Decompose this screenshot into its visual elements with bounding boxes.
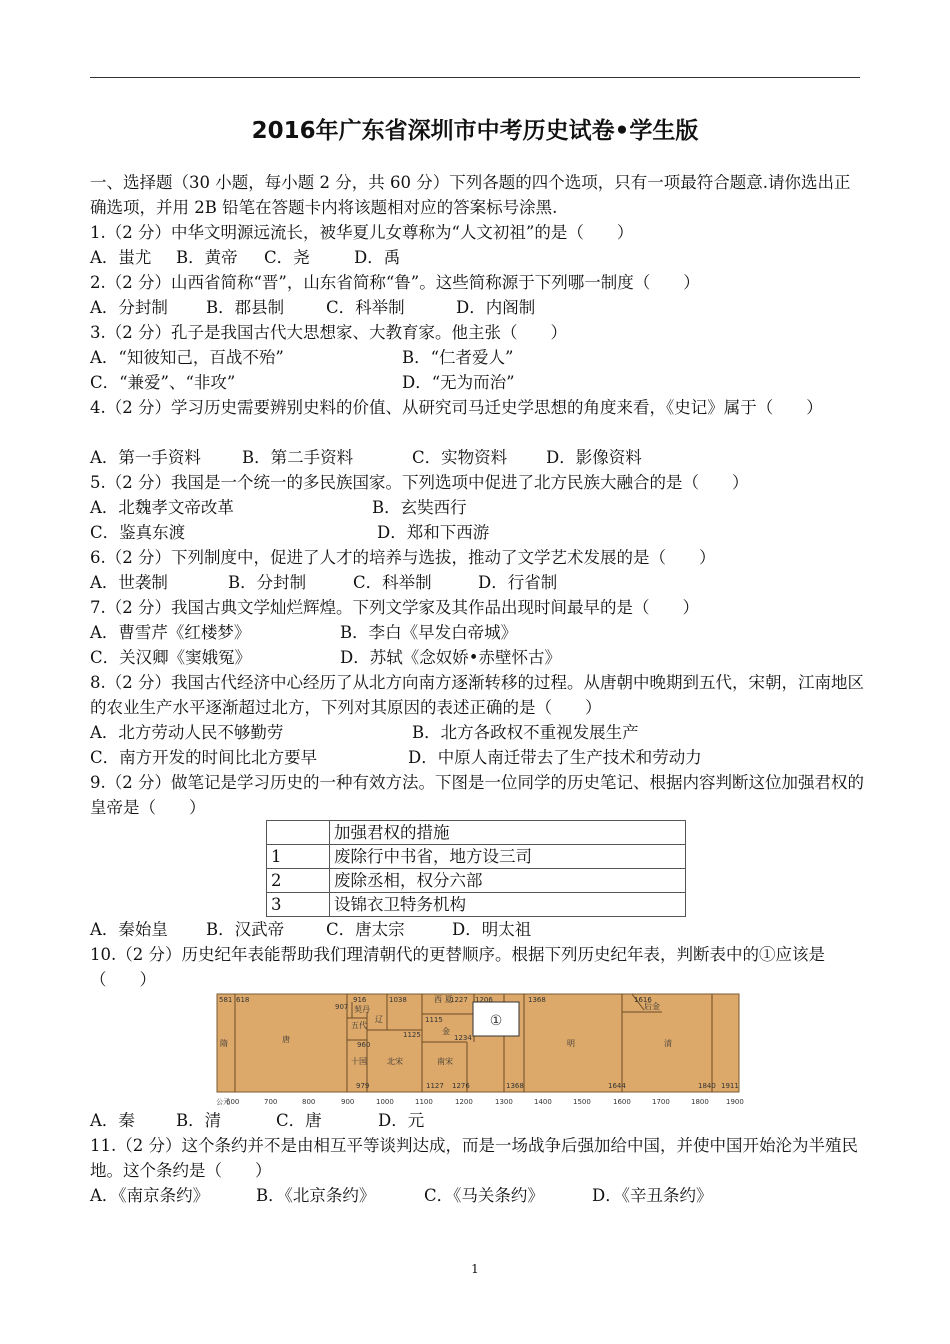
dynasty-label: 隋: [220, 1039, 228, 1048]
question-5-stem: 5.（2 分）我国是一个统一的多民族国家。下列选项中促进了北方民族大融合的是（ ）: [90, 473, 749, 492]
table-cell: 废除行中书省，地方设三司: [330, 845, 686, 869]
q9-option-b[interactable]: B．汉武帝: [206, 920, 285, 939]
q10-option-b[interactable]: B．清: [176, 1111, 222, 1130]
q4-option-d[interactable]: D．影像资料: [546, 448, 642, 467]
table-header-cell: 加强君权的措施: [330, 821, 686, 845]
question-8-stem: 8.（2 分）我国古代经济中心经历了从北方向南方逐渐转移的过程。从唐朝中晚期到五代，宋朝，江南地区的农业生产水平逐渐超过北方，下列对其原因的表述正确的是（ ）: [90, 673, 864, 717]
axis-tick: 900: [341, 1098, 355, 1106]
year-label: 1368: [528, 996, 546, 1004]
year-label: 1234: [454, 1034, 472, 1042]
question-9-stem: 9.（2 分）做笔记是学习历史的一种有效方法。下图是一位同学的历史笔记、根据内容判断这位加强君权的皇帝是（ ）: [90, 773, 864, 817]
axis-tick: 1400: [534, 1098, 552, 1106]
question-3-options-row2: [90, 370, 865, 395]
header-rule: [90, 77, 860, 78]
question-7-options-row2: [90, 645, 865, 670]
dynasty-label: 清: [664, 1039, 672, 1048]
year-label: 1127: [426, 1082, 444, 1090]
question-3-options-row1: [90, 345, 865, 370]
q5-option-d[interactable]: D．郑和下西游: [377, 523, 490, 542]
year-label: 1840: [698, 1082, 716, 1090]
axis-tick: 1900: [726, 1098, 744, 1106]
year-label: 979: [356, 1082, 370, 1090]
q4-option-c[interactable]: C．实物资料: [412, 448, 508, 467]
q3-option-c[interactable]: C．“兼爱”、“非攻”: [90, 373, 236, 392]
q9-option-a[interactable]: A．秦始皇: [90, 920, 168, 939]
dynasty-label: 五代: [351, 1021, 367, 1030]
axis-tick: 1000: [376, 1098, 394, 1106]
question-10-stem: 10.（2 分）历史纪年表能帮助我们理清朝代的更替顺序。根据下列历史纪年表，判断表中的①应该是（ ）: [90, 945, 825, 989]
table-cell: 设锦衣卫特务机构: [330, 893, 686, 917]
axis-tick: 1100: [415, 1098, 433, 1106]
q8-option-d[interactable]: D．中原人南迁带去了生产技术和劳动力: [408, 748, 702, 767]
q11-option-b[interactable]: B．《北京条约》: [256, 1186, 376, 1205]
q1-option-b[interactable]: B．黄帝: [176, 248, 238, 267]
q2-option-b[interactable]: B．郡县制: [206, 298, 285, 317]
q11-option-c[interactable]: C．《马关条约》: [424, 1186, 544, 1205]
question-9-options: [90, 917, 865, 942]
dynasty-label: 十国: [351, 1057, 367, 1066]
year-label: 618: [236, 996, 250, 1004]
year-label: 581: [219, 996, 233, 1004]
question-6-stem: 6.（2 分）下列制度中，促进了人才的培养与选拔，推动了文学艺术发展的是（ ）: [90, 548, 716, 567]
page-title: 2016年广东省深圳市中考历史试卷•学生版: [251, 118, 699, 144]
q6-option-b[interactable]: B．分封制: [228, 573, 307, 592]
year-label: 1644: [608, 1082, 626, 1090]
question-1-stem: 1.（2 分）中华文明源远流长，被华夏儿女尊称为“人文初祖”的是（ ）: [90, 223, 634, 242]
year-label: 1206: [475, 996, 493, 1004]
q5-option-a[interactable]: A．北魏孝文帝改革: [90, 498, 234, 517]
table-row: [267, 821, 686, 845]
table-row: [267, 893, 686, 917]
question-5-options-row2: [90, 520, 865, 545]
timeline-marker: ①: [489, 1013, 503, 1029]
dynasty-label: 南宋: [437, 1057, 453, 1066]
year-label: 907: [335, 1003, 349, 1011]
question-8-options-row2: [90, 745, 865, 770]
q3-option-a[interactable]: A．“知彼知己，百战不殆”: [90, 348, 284, 367]
q11-option-d[interactable]: D．《辛丑条约》: [592, 1186, 713, 1205]
year-label: 1276: [452, 1082, 470, 1090]
dynasty-label: 契丹: [354, 1005, 370, 1014]
q1-option-d[interactable]: D．禹: [354, 248, 401, 267]
axis-tick: 1800: [691, 1098, 709, 1106]
question-4-options: [90, 445, 865, 470]
question-5-options-row1: [90, 495, 865, 520]
axis-tick: 1300: [495, 1098, 513, 1106]
table-cell: 3: [267, 893, 330, 917]
dynasty-label: 西 夏: [434, 995, 453, 1004]
q7-option-d[interactable]: D．苏轼《念奴娇•赤壁怀古》: [340, 648, 561, 667]
question-7-options-row1: [90, 620, 865, 645]
question-2-stem: 2.（2 分）山西省简称“晋”，山东省简称“鲁”。这些简称源于下列哪一制度（ ）: [90, 273, 700, 292]
axis-tick: 1500: [573, 1098, 591, 1106]
dynasty-timeline: [212, 992, 744, 1108]
q3-option-b[interactable]: B．“仁者爱人”: [402, 348, 514, 367]
year-label: 1115: [425, 1016, 443, 1024]
q2-option-c[interactable]: C．科举制: [326, 298, 405, 317]
year-label: 960: [357, 1041, 371, 1049]
q8-option-c[interactable]: C．南方开发的时间比北方要早: [90, 748, 318, 767]
axis-tick: 600: [226, 1098, 240, 1106]
q9-option-d[interactable]: D．明太祖: [452, 920, 532, 939]
question-11-options: [90, 1183, 865, 1208]
q6-option-c[interactable]: C．科举制: [353, 573, 432, 592]
question-7-stem: 7.（2 分）我国古典文学灿烂辉煌。下列文学家及其作品出现时间最早的是（ ）: [90, 598, 699, 617]
q7-option-c[interactable]: C．关汉卿《窦娥冤》: [90, 648, 252, 667]
axis-tick: 800: [302, 1098, 316, 1106]
question-3-stem: 3.（2 分）孔子是我国古代大思想家、大教育家。他主张（ ）: [90, 323, 567, 342]
q1-option-c[interactable]: C．尧: [264, 248, 310, 267]
axis-tick: 1200: [455, 1098, 473, 1106]
q10-option-d[interactable]: D．元: [378, 1111, 425, 1130]
year-label: 1227: [450, 996, 468, 1004]
axis-prefix: 公元: [216, 1098, 230, 1106]
q2-option-d[interactable]: D．内阁制: [456, 298, 536, 317]
question-10-options: [90, 1108, 865, 1133]
year-label: 1616: [634, 996, 652, 1004]
q9-notes-table: [266, 820, 686, 917]
axis-tick: 700: [264, 1098, 278, 1106]
axis-tick: 1600: [613, 1098, 631, 1106]
q7-option-b[interactable]: B．李白《早发白帝城》: [340, 623, 518, 642]
q7-option-a[interactable]: A．曹雪芹《红楼梦》: [90, 623, 251, 642]
table-cell: [267, 821, 330, 845]
table-row: [267, 869, 686, 893]
question-2-options: [90, 295, 865, 320]
q6-option-d[interactable]: D．行省制: [478, 573, 558, 592]
section-intro: 一、选择题（30 小题，每小题 2 分，共 60 分）下列各题的四个选项，只有一项最符合题意.请你选出正确选项，并用 2B 铅笔在答题卡内将该题相对应的答案标号涂黑.: [90, 173, 851, 217]
dynasty-label: 后金: [644, 1002, 660, 1011]
table-cell: 废除丞相，权分六部: [330, 869, 686, 893]
dynasty-label: 北宋: [387, 1057, 403, 1066]
q5-option-b[interactable]: B．玄奘西行: [372, 498, 467, 517]
question-11-stem: 11.（2 分）这个条约并不是由相互平等谈判达成，而是一场战争后强加给中国，并使中国开始沦为半殖民地。这个条约是（ ）: [90, 1136, 858, 1180]
question-4-stem: 4.（2 分）学习历史需要辨别史料的价值、从研究司马迁史学思想的角度来看，《史记》属于（ ）: [90, 398, 823, 417]
q9-option-c[interactable]: C．唐太宗: [326, 920, 405, 939]
q6-option-a[interactable]: A．世袭制: [90, 573, 168, 592]
q11-option-a[interactable]: A．《南京条约》: [90, 1186, 210, 1205]
question-1-options: [90, 245, 865, 270]
question-6-options: [90, 570, 865, 595]
year-label: 1125: [403, 1031, 421, 1039]
question-8-options-row1: [90, 720, 865, 745]
page-number: 1: [471, 1262, 479, 1276]
table-cell: 1: [267, 845, 330, 869]
dynasty-label: 唐: [282, 1035, 290, 1044]
q4-option-a[interactable]: A．第一手资料: [90, 448, 201, 467]
table-row: [267, 845, 686, 869]
dynasty-label: 明: [567, 1039, 575, 1048]
year-label: 1038: [389, 996, 407, 1004]
q8-option-a[interactable]: A．北方劳动人民不够勤劳: [90, 723, 284, 742]
q5-option-c[interactable]: C．鉴真东渡: [90, 523, 186, 542]
year-label: 1911: [721, 1082, 739, 1090]
q10-option-a[interactable]: A．秦: [90, 1111, 135, 1130]
exam-content: [90, 170, 865, 1208]
axis-tick: 1700: [652, 1098, 670, 1106]
q3-option-d[interactable]: D．“无为而治”: [402, 373, 515, 392]
q10-option-c[interactable]: C．唐: [276, 1111, 322, 1130]
q1-option-a[interactable]: A．蚩尤: [90, 248, 152, 267]
timeline-axis: [216, 1098, 744, 1106]
year-label: 1368: [506, 1082, 524, 1090]
dynasty-label: 金: [442, 1027, 450, 1036]
q4-option-b[interactable]: B．第二手资料: [242, 448, 354, 467]
year-label: 916: [353, 996, 367, 1004]
q8-option-b[interactable]: B．北方各政权不重视发展生产: [412, 723, 639, 742]
q2-option-a[interactable]: A．分封制: [90, 298, 168, 317]
table-cell: 2: [267, 869, 330, 893]
dynasty-label: 辽: [375, 1015, 383, 1024]
